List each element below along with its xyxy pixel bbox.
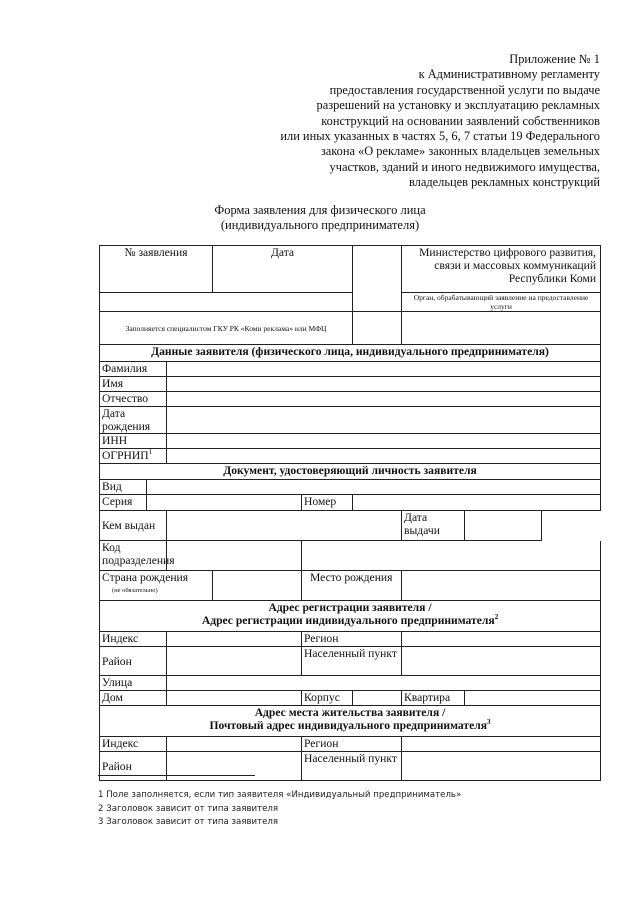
ogrnip-label-text: ОГРНИП <box>102 449 149 462</box>
application-number-value[interactable] <box>100 293 353 312</box>
optional-note: (не обязательно) <box>112 587 158 594</box>
lastname-label: Фамилия <box>100 362 167 377</box>
application-form <box>99 245 601 781</box>
birthdate-field[interactable] <box>167 407 601 434</box>
applicant-section-title: Данные заявителя (физического лица, индивидуального предпринимателя) <box>100 345 601 362</box>
patronymic-label: Отчество <box>100 392 167 407</box>
birth-place-field[interactable] <box>402 571 601 601</box>
birth-country-field[interactable] <box>213 571 302 601</box>
reg-house-label: Дом <box>100 691 167 706</box>
appendix-header <box>240 52 600 191</box>
reg-street-label: Улица <box>100 676 167 691</box>
res-address-title-line1: Адрес места жительства заявителя / <box>254 706 446 719</box>
inn-label: ИНН <box>100 434 167 449</box>
ogrnip-label <box>100 449 167 464</box>
date-label: Дата <box>213 246 353 293</box>
reg-district-field[interactable] <box>167 647 302 676</box>
res-locality-field[interactable] <box>402 752 601 781</box>
application-number-label: № заявления <box>100 246 213 293</box>
footnote-divider <box>98 775 255 776</box>
patronymic-field[interactable] <box>167 392 601 407</box>
birth-country-label <box>100 571 213 601</box>
application-number-field[interactable] <box>353 246 402 312</box>
reg-index-label: Индекс <box>100 632 167 647</box>
header-empty-cell <box>402 312 601 345</box>
footnotes <box>98 789 461 830</box>
ministry-name: Министерство цифрового развития, связи и массовых коммуникаций Республики Коми <box>402 246 601 293</box>
footnote-ref: 1 <box>148 448 153 457</box>
reg-address-title-line2 <box>102 614 598 627</box>
dept-code-field[interactable] <box>167 541 302 571</box>
reg-address-title-line1: Адрес регистрации заявителя / <box>268 601 432 614</box>
issued-by-field[interactable] <box>167 511 402 541</box>
issue-date-field[interactable] <box>465 511 542 541</box>
doc-series-field[interactable] <box>147 495 302 511</box>
reg-address-title <box>100 601 601 632</box>
footnote: 2 Заголовок зависит от типа заявителя <box>98 803 279 814</box>
form-title <box>0 203 640 233</box>
appendix-line: закона «О рекламе» законных владельцев земельных <box>320 144 600 159</box>
issued-by-label: Кем выдан <box>100 511 167 541</box>
firstname-label: Имя <box>100 377 167 392</box>
birthdate-label: Дата рождения <box>100 407 167 434</box>
reg-address-title-text: Адрес регистрации индивидуального предпринимателя <box>201 614 495 627</box>
appendix-line: предоставления государственной услуги по выдаче <box>329 82 600 97</box>
appendix-line: к Административному регламенту <box>418 67 600 82</box>
res-district-field[interactable] <box>167 752 302 781</box>
birth-country-text: Страна рождения <box>102 571 189 584</box>
appendix-line: владельцев рекламных конструкций <box>409 175 600 190</box>
blank-cell <box>302 541 601 571</box>
res-address-title-text: Почтовый адрес индивидуального предпринимателя <box>209 719 488 732</box>
reg-street-field[interactable] <box>167 676 601 691</box>
doc-series-label: Серия <box>100 495 147 511</box>
appendix-line: или иных указанных в частях 5, 6, 7 статьи 19 Федерального <box>280 129 600 144</box>
appendix-line: Приложение № 1 <box>509 52 600 66</box>
appendix-line: конструкций на основании заявлений собственников <box>321 113 600 128</box>
res-index-label: Индекс <box>100 737 167 752</box>
lastname-field[interactable] <box>167 362 601 377</box>
appendix-line: разрешений на установку и эксплуатацию рекламных <box>316 98 600 113</box>
reg-region-field[interactable] <box>402 632 601 647</box>
birth-place-label: Место рождения <box>302 571 402 601</box>
res-region-label: Регион <box>302 737 402 752</box>
reg-building-label: Корпус <box>302 691 353 706</box>
doc-number-field[interactable] <box>353 495 601 511</box>
footnote: 3 Заголовок зависит от типа заявителя <box>98 817 279 828</box>
form-title-line: (индивидуального предпринимателя) <box>220 218 420 232</box>
res-address-title-line2 <box>102 719 598 732</box>
reg-locality-field[interactable] <box>402 647 601 676</box>
reg-index-field[interactable] <box>167 632 302 647</box>
ogrnip-field[interactable] <box>167 449 601 464</box>
organ-note: Орган, обрабатывающий заявление на предоставление услуги <box>402 293 601 312</box>
footnote: 1 Поле заполняется, если тип заявителя «Индивидуальный предприниматель» <box>98 790 462 800</box>
footnote-ref: 3 <box>487 718 491 727</box>
doc-type-field[interactable] <box>147 480 601 495</box>
issue-date-label: Дата выдачи <box>402 511 465 541</box>
reg-region-label: Регион <box>302 632 402 647</box>
form-title-line: Форма заявления для физического лица <box>214 203 426 217</box>
doc-number-label: Номер <box>302 495 353 511</box>
appendix-line: участков, зданий и иного недвижимого имущества, <box>329 159 600 174</box>
res-region-field[interactable] <box>402 737 601 752</box>
filled-by-note: Заполняется специалистом ГКУ РК «Коми реклама» или МФЦ <box>100 312 353 345</box>
header-empty-cell <box>353 312 402 345</box>
reg-district-label: Район <box>100 647 167 676</box>
firstname-field[interactable] <box>167 377 601 392</box>
res-address-title <box>100 706 601 737</box>
reg-locality-label: Населенный пункт <box>302 647 402 676</box>
reg-apartment-field[interactable] <box>465 691 601 706</box>
reg-building-field[interactable] <box>353 691 402 706</box>
footnote-ref: 2 <box>494 613 499 622</box>
doc-type-label: Вид <box>100 480 147 495</box>
dept-code-label: Код подразделения <box>100 541 167 571</box>
document-section-title: Документ, удостоверяющий личность заявителя <box>100 464 601 480</box>
reg-apartment-label: Квартира <box>402 691 465 706</box>
reg-house-field[interactable] <box>167 691 302 706</box>
blank-cell <box>542 511 601 541</box>
inn-field[interactable] <box>167 434 601 449</box>
res-locality-label: Населенный пункт <box>302 752 402 781</box>
res-district-label: Район <box>100 752 167 781</box>
res-index-field[interactable] <box>167 737 302 752</box>
